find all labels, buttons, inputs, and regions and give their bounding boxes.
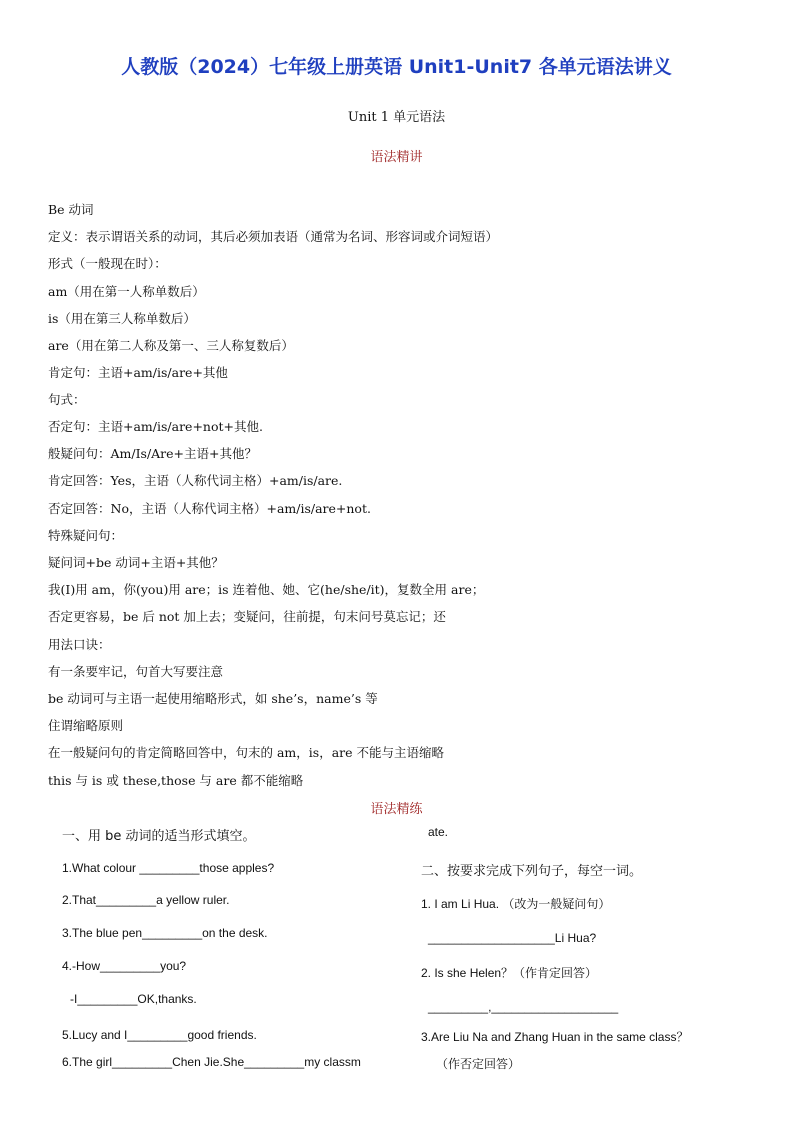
exercise-1-item: 2.That_________a yellow ruler. — [62, 893, 230, 907]
exercise-2-answer-line: ___________________Li Hua? — [428, 931, 597, 945]
section-practice-heading: 语法精练 — [370, 802, 423, 817]
exercise-1-item: 4.-How_________you? — [62, 959, 187, 973]
grammar-line: be 动词可与主语一起使用缩略形式，如 she’s，name’s 等 — [48, 691, 378, 706]
exercise-2-heading: 二、按要求完成下列句子，每空一词。 — [421, 864, 643, 879]
grammar-line: 般疑问句：Am/Is/Are+主语+其他？ — [48, 446, 258, 461]
grammar-line: 否定更容易，be 后 not 加上去；变疑问，往前提，句末问号莫忘记；还 — [48, 609, 446, 624]
grammar-line: 住谓缩略原则 — [48, 718, 124, 733]
grammar-line: am（用在第一人称单数后） — [48, 284, 205, 299]
exercise-1-item: -I_________OK,thanks. — [70, 992, 197, 1006]
grammar-line: 否定句：主语+am/is/are+not+其他. — [48, 419, 263, 434]
grammar-line: 疑问词+be 动词+主语+其他？ — [48, 555, 224, 570]
exercise-1-item: 1.What colour _________those apples? — [62, 861, 275, 875]
exercise-2-item: 1. I am Li Hua. （改为一般疑问句） — [421, 897, 611, 911]
grammar-line: is（用在第三人称单数后） — [48, 311, 196, 326]
grammar-line: this 与 is 或 these,those 与 are 都不能缩略 — [48, 773, 304, 788]
exercise-2-answer-line: _________,___________________ — [428, 1000, 619, 1014]
grammar-line: are（用在第二人称及第一、三人称复数后） — [48, 338, 294, 353]
grammar-line: 在一般疑问句的肯定简略回答中，句末的 am，is，are 不能与主语缩略 — [48, 745, 444, 760]
document-title: 人教版（2024）七年级上册英语 Unit1-Unit7 各单元语法讲义 — [121, 56, 672, 78]
exercise-2-item: 2. Is she Helen？（作肯定回答） — [421, 966, 598, 980]
exercise-1-item-continued: ate. — [428, 825, 449, 839]
exercise-1-item: 5.Lucy and I_________good friends. — [62, 1028, 257, 1042]
exercise-1-item: 3.The blue pen_________on the desk. — [62, 926, 268, 940]
exercise-1-item: 6.The girl_________Chen Jie.She_________my classm — [62, 1055, 361, 1069]
grammar-line: 用法口诀： — [48, 637, 111, 652]
exercise-2-item: 3.Are Liu Na and Zhang Huan in the same class？ — [421, 1030, 689, 1044]
exercise-1-heading: 一、用 be 动词的适当形式填空。 — [62, 829, 256, 844]
grammar-line: 否定回答：No，主语（人称代词主格）+am/is/are+not. — [48, 501, 371, 516]
exercise-2-item: （作否定回答） — [436, 1057, 521, 1071]
grammar-line: 我(I)用 am，你(you)用 are；is 连着他、她、它(he/she/it)，复数全用 are； — [48, 582, 485, 597]
grammar-line: 肯定句：主语+am/is/are+其他 — [48, 365, 228, 380]
grammar-line: 有一条要牢记，句首大写要注意 — [48, 664, 224, 679]
grammar-line: 定义：表示谓语关系的动词，其后必须加表语（通常为名词、形容词或介词短语） — [48, 229, 499, 244]
unit-title: Unit 1 单元语法 — [347, 110, 446, 125]
grammar-line: Be 动词 — [48, 202, 94, 217]
grammar-line: 肯定回答：Yes，主语（人称代词主格）+am/is/are. — [48, 473, 343, 488]
section-grammar-heading: 语法精讲 — [370, 150, 423, 165]
grammar-line: 特殊疑问句： — [48, 528, 124, 543]
grammar-line: 句式： — [48, 392, 86, 407]
grammar-line: 形式（一般现在时）： — [48, 256, 167, 271]
